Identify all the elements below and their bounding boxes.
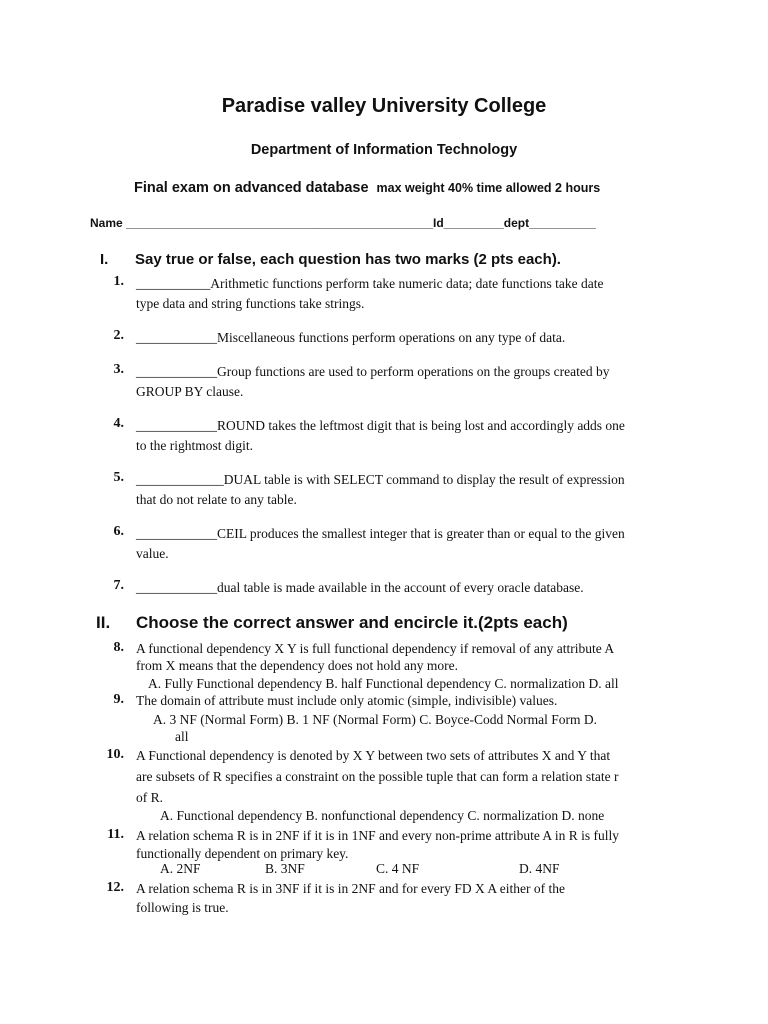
- question-text: _____________DUAL table is with SELECT command to display the result of expression: [136, 472, 625, 487]
- question-text: ____________Group functions are used to perform operations on the groups created by: [136, 364, 610, 379]
- section-2-numeral: II.: [96, 613, 111, 632]
- exam-meta: max weight 40% time allowed 2 hours: [376, 181, 601, 195]
- question-text-cont: value.: [136, 546, 169, 561]
- question-number: 1.: [113, 274, 124, 289]
- answer-option-d[interactable]: D. 4NF: [519, 861, 560, 876]
- question-text-cont: functionally dependent on primary key.: [136, 846, 349, 861]
- question-number: 11.: [107, 827, 124, 842]
- question-number: 5.: [113, 470, 124, 485]
- question-text: A relation schema R is in 3NF if it is in 2NF and for every FD X A either of the: [136, 881, 565, 896]
- question-number: 8.: [113, 640, 124, 655]
- question-number: 2.: [113, 328, 124, 343]
- question-text: ____________Miscellaneous functions perform operations on any type of data.: [136, 330, 566, 345]
- question-text: ____________CEIL produces the smallest integer that is greater than or equal to the given: [136, 526, 625, 541]
- answer-options-cont[interactable]: all: [175, 729, 189, 744]
- section-2-title: Choose the correct answer and encircle it.(2pts each): [136, 613, 568, 632]
- section-1-numeral: I.: [100, 251, 109, 268]
- answer-option-b[interactable]: B. 3NF: [265, 861, 305, 876]
- question-number: 12.: [106, 880, 124, 895]
- question-text-cont: are subsets of R specifies a constraint on the possible tuple that can form a relation state r: [136, 769, 619, 784]
- question-text-cont: GROUP BY clause.: [136, 384, 244, 399]
- question-text: The domain of attribute must include only atomic (simple, indivisible) values.: [136, 693, 558, 708]
- question-text: A Functional dependency is denoted by X Y between two sets of attributes X and Y that: [136, 748, 611, 763]
- question-text: ____________ROUND takes the leftmost digit that is being lost and accordingly adds one: [136, 418, 625, 433]
- answer-options[interactable]: A. Functional dependency B. nonfunctional dependency C. normalization D. none: [160, 808, 605, 823]
- question-number: 4.: [113, 416, 124, 431]
- answer-options[interactable]: A. 3 NF (Normal Form) B. 1 NF (Normal Form) C. Boyce-Codd Normal Form D.: [153, 712, 597, 727]
- department-title: Department of Information Technology: [250, 142, 518, 158]
- exam-title: Final exam on advanced database: [134, 180, 369, 196]
- question-text-cont: following is true.: [136, 900, 229, 915]
- question-text: A relation schema R is in 2NF if it is in 1NF and every non-prime attribute A in R is fully: [136, 828, 619, 843]
- question-text-cont: from X means that the dependency does not hold any more.: [136, 658, 459, 673]
- question-number: 6.: [113, 524, 124, 539]
- section-1-title: Say true or false, each question has two marks (2 pts each).: [135, 251, 561, 268]
- question-text-cont: to the rightmost digit.: [136, 438, 253, 453]
- question-number: 3.: [113, 362, 124, 377]
- question-text: A functional dependency X Y is full functional dependency if removal of any attribute A: [136, 641, 615, 656]
- question-text: ____________dual table is made available in the account of every oracle database.: [136, 580, 584, 595]
- question-number: 7.: [113, 578, 124, 593]
- question-text: ___________Arithmetic functions perform take numeric data; date functions take date: [136, 276, 604, 291]
- question-number: 10.: [106, 747, 124, 762]
- answer-option-c[interactable]: C. 4 NF: [376, 861, 420, 876]
- name-id-dept-row: Name ______________________________________________Id_________dept__________: [90, 216, 596, 230]
- question-number: 9.: [113, 692, 124, 707]
- answer-options[interactable]: A. Fully Functional dependency B. half Functional dependency C. normalization D. all: [148, 676, 619, 691]
- institution-title: Paradise valley University College: [221, 95, 547, 117]
- question-text-cont: of R.: [136, 790, 163, 805]
- question-text-cont: that do not relate to any table.: [136, 492, 297, 507]
- exam-title-row: [134, 180, 600, 196]
- question-text-cont: type data and string functions take strings.: [136, 296, 365, 311]
- answer-option-a[interactable]: A. 2NF: [160, 861, 201, 876]
